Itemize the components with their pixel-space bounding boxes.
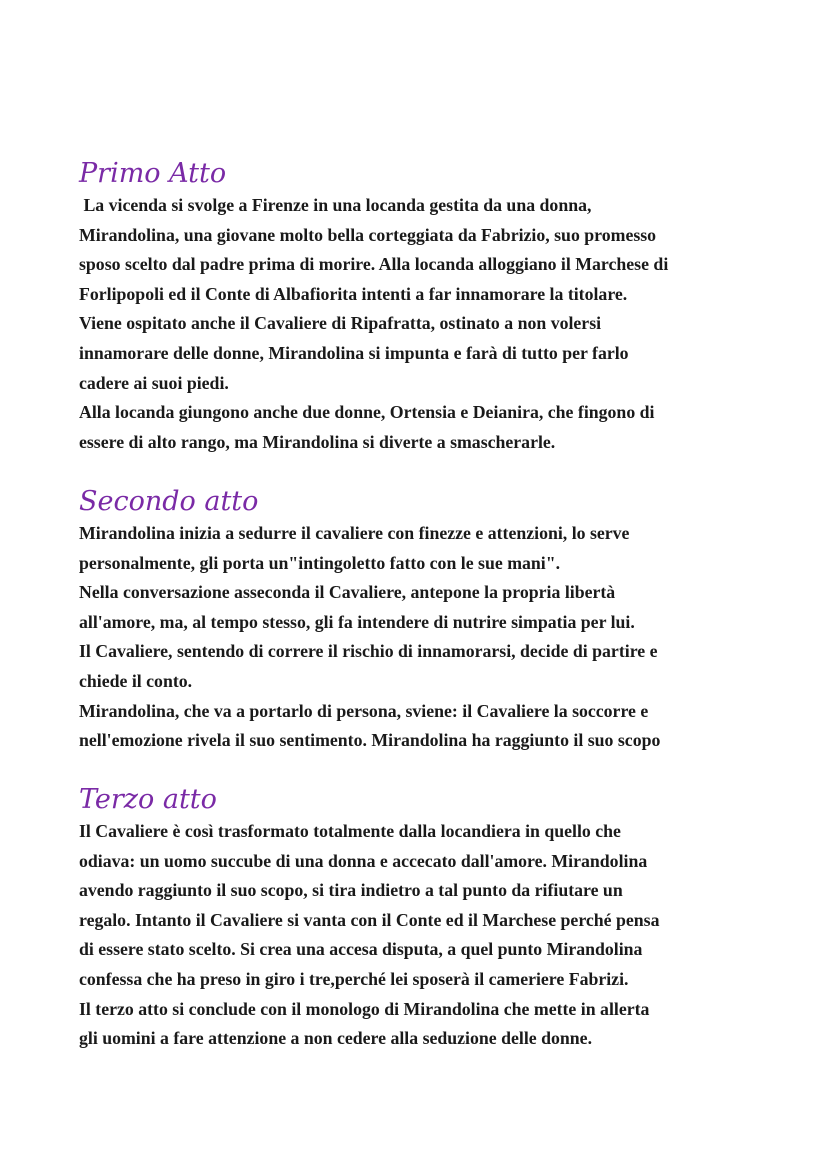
text-line: Mirandolina, che va a portarlo di persona, sviene: il Cavaliere la soccorre e xyxy=(79,700,649,721)
text-line: confessa che ha preso in giro i tre,perché lei sposerà il cameriere Fabrizi. xyxy=(79,968,629,989)
section-title: Primo Atto xyxy=(79,158,227,189)
text-line: La vicenda si svolge a Firenze in una locanda gestita da una donna, xyxy=(79,195,592,215)
text-line: Forlipopoli ed il Conte di Albafiorita intenti a far innamorare la titolare. xyxy=(79,283,628,304)
text-line: Viene ospitato anche il Cavaliere di Ripafratta, ostinato a non volersi xyxy=(79,313,602,334)
text-line: sposo scelto dal padre prima di morire. Alla locanda alloggiano il Marchese di xyxy=(79,254,669,275)
text-line: di essere stato scelto. Si crea una accesa disputa, a quel punto Mirandolina xyxy=(79,939,643,960)
section-secondo-atto xyxy=(79,485,769,756)
text-line: chiede il conto. xyxy=(79,670,193,691)
text-line: all'amore, ma, al tempo stesso, gli fa intendere di nutrire simpatia per lui. xyxy=(79,611,635,632)
text-line: personalmente, gli porta un"intingoletto fatto con le sue mani". xyxy=(79,552,561,573)
text-line: Mirandolina, una giovane molto bella corteggiata da Fabrizio, suo promesso xyxy=(79,224,657,245)
text-line: gli uomini a fare attenzione a non cedere alla seduzione delle donne. xyxy=(79,1028,593,1049)
text-line: innamorare delle donne, Mirandolina si impunta e farà di tutto per farlo xyxy=(79,342,629,363)
text-line: Il Cavaliere è così trasformato totalmente dalla locandiera in quello che xyxy=(79,821,621,841)
section-primo-atto xyxy=(79,157,769,457)
text-line: Nella conversazione asseconda il Cavaliere, antepone la propria libertà xyxy=(79,582,616,603)
text-line: Mirandolina inizia a sedurre il cavaliere con finezze e attenzioni, lo serve xyxy=(79,523,630,543)
section-title: Secondo atto xyxy=(79,486,259,517)
text-line: nell'emozione rivela il suo sentimento. Mirandolina ha raggiunto il suo scopo xyxy=(79,730,661,751)
text-line: avendo raggiunto il suo scopo, si tira indietro a tal punto da rifiutare un xyxy=(79,880,623,901)
text-line: Il Cavaliere, sentendo di correre il rischio di innamorarsi, decide di partire e xyxy=(79,641,658,662)
text-line: odiava: un uomo succube di una donna e accecato dall'amore. Mirandolina xyxy=(79,850,648,871)
text-line: Alla locanda giungono anche due donne, Ortensia e Deianira, che fingono di xyxy=(79,402,655,423)
text-line: essere di alto rango, ma Mirandolina si diverte a smascherarle. xyxy=(79,431,556,452)
section-terzo-atto xyxy=(79,783,769,1054)
text-line: regalo. Intanto il Cavaliere si vanta con il Conte ed il Marchese perché pensa xyxy=(79,909,660,930)
text-line: cadere ai suoi piedi. xyxy=(79,372,229,393)
text-line: Il terzo atto si conclude con il monologo di Mirandolina che mette in allerta xyxy=(79,998,650,1019)
section-title: Terzo atto xyxy=(79,784,217,815)
